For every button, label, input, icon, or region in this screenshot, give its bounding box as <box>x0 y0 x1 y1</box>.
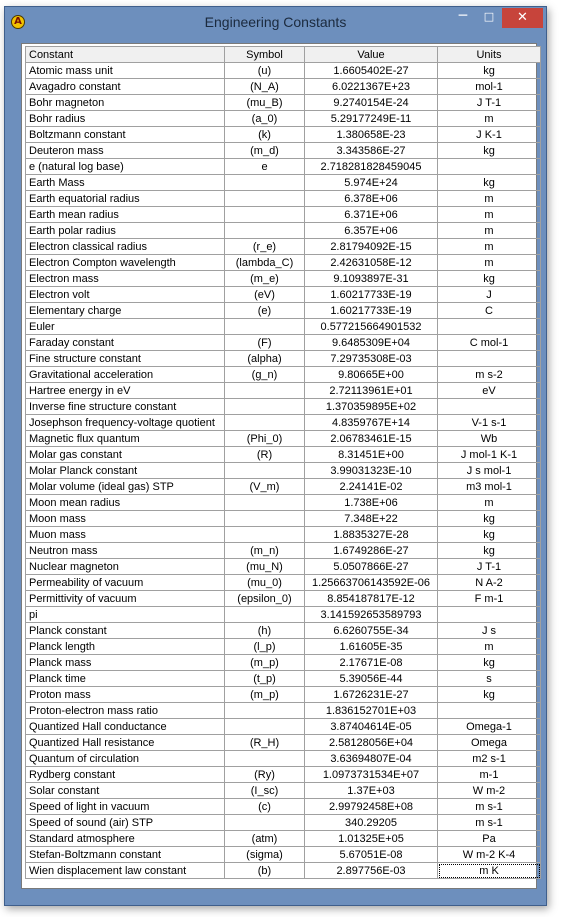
constant-symbol-cell[interactable]: (R) <box>225 447 305 463</box>
constant-value-cell[interactable]: 1.6605402E-27 <box>305 63 438 79</box>
constant-name-cell[interactable]: Molar gas constant <box>26 447 225 463</box>
table-row[interactable] <box>26 591 541 607</box>
table-row[interactable] <box>26 351 541 367</box>
constant-name-cell[interactable]: Electron classical radius <box>26 239 225 255</box>
constant-value-cell[interactable]: 9.80665E+00 <box>305 367 438 383</box>
constant-name-cell[interactable]: Neutron mass <box>26 543 225 559</box>
table-row[interactable] <box>26 799 541 815</box>
constant-name-cell[interactable]: Stefan-Boltzmann constant <box>26 847 225 863</box>
constant-units-cell[interactable]: J K-1 <box>438 127 541 143</box>
constant-name-cell[interactable]: Speed of sound (air) STP <box>26 815 225 831</box>
constant-value-cell[interactable]: 8.31451E+00 <box>305 447 438 463</box>
constant-units-cell[interactable] <box>438 159 541 175</box>
constant-symbol-cell[interactable]: (a_0) <box>225 111 305 127</box>
constant-name-cell[interactable]: Electron Compton wavelength <box>26 255 225 271</box>
constant-value-cell[interactable]: 3.63694807E-04 <box>305 751 438 767</box>
table-row[interactable] <box>26 383 541 399</box>
constant-value-cell[interactable]: 1.60217733E-19 <box>305 287 438 303</box>
constant-value-cell[interactable]: 1.8835327E-28 <box>305 527 438 543</box>
constant-name-cell[interactable]: Proton-electron mass ratio <box>26 703 225 719</box>
table-row[interactable] <box>26 463 541 479</box>
table-row[interactable] <box>26 735 541 751</box>
table-row[interactable] <box>26 271 541 287</box>
constant-units-cell[interactable] <box>438 607 541 623</box>
constant-value-cell[interactable]: 8.854187817E-12 <box>305 591 438 607</box>
constant-units-cell[interactable]: m <box>438 191 541 207</box>
constant-name-cell[interactable]: Permeability of vacuum <box>26 575 225 591</box>
constant-value-cell[interactable]: 340.29205 <box>305 815 438 831</box>
column-header-symbol[interactable]: Symbol <box>225 47 305 63</box>
constant-name-cell[interactable]: Speed of light in vacuum <box>26 799 225 815</box>
table-row[interactable] <box>26 671 541 687</box>
table-row[interactable] <box>26 863 541 879</box>
constant-symbol-cell[interactable]: (I_sc) <box>225 783 305 799</box>
constant-name-cell[interactable]: Avagadro constant <box>26 79 225 95</box>
constant-name-cell[interactable]: Planck time <box>26 671 225 687</box>
constant-units-cell[interactable]: J s mol-1 <box>438 463 541 479</box>
constant-symbol-cell[interactable] <box>225 815 305 831</box>
constant-symbol-cell[interactable]: (Phi_0) <box>225 431 305 447</box>
table-row[interactable] <box>26 847 541 863</box>
constant-value-cell[interactable]: 1.836152701E+03 <box>305 703 438 719</box>
constant-name-cell[interactable]: Bohr magneton <box>26 95 225 111</box>
constant-value-cell[interactable]: 9.1093897E-31 <box>305 271 438 287</box>
table-row[interactable] <box>26 415 541 431</box>
constant-value-cell[interactable]: 1.60217733E-19 <box>305 303 438 319</box>
constant-value-cell[interactable]: 1.738E+06 <box>305 495 438 511</box>
constant-name-cell[interactable]: Solar constant <box>26 783 225 799</box>
constant-value-cell[interactable]: 1.370359895E+02 <box>305 399 438 415</box>
constant-value-cell[interactable]: 5.29177249E-11 <box>305 111 438 127</box>
constant-value-cell[interactable]: 9.2740154E-24 <box>305 95 438 111</box>
constant-units-cell[interactable]: kg <box>438 175 541 191</box>
constant-symbol-cell[interactable]: (V_m) <box>225 479 305 495</box>
constant-name-cell[interactable]: Atomic mass unit <box>26 63 225 79</box>
constant-symbol-cell[interactable] <box>225 207 305 223</box>
constant-symbol-cell[interactable]: (t_p) <box>225 671 305 687</box>
table-row[interactable] <box>26 783 541 799</box>
table-row[interactable] <box>26 239 541 255</box>
constant-units-cell[interactable]: kg <box>438 687 541 703</box>
window-title: Engineering Constants <box>204 14 347 30</box>
constant-symbol-cell[interactable]: (r_e) <box>225 239 305 255</box>
constant-units-cell[interactable]: kg <box>438 655 541 671</box>
constant-symbol-cell[interactable]: (m_p) <box>225 687 305 703</box>
title-bar[interactable] <box>5 7 546 37</box>
table-row[interactable] <box>26 831 541 847</box>
constant-units-cell[interactable]: J <box>438 287 541 303</box>
constant-symbol-cell[interactable]: (lambda_C) <box>225 255 305 271</box>
constant-units-cell[interactable]: m <box>438 255 541 271</box>
constant-units-cell[interactable]: kg <box>438 511 541 527</box>
constant-value-cell[interactable]: 1.380658E-23 <box>305 127 438 143</box>
table-row[interactable] <box>26 479 541 495</box>
constant-symbol-cell[interactable] <box>225 607 305 623</box>
constant-units-cell[interactable]: Omega-1 <box>438 719 541 735</box>
constant-value-cell[interactable]: 2.58128056E+04 <box>305 735 438 751</box>
constant-units-cell[interactable]: kg <box>438 143 541 159</box>
table-row[interactable] <box>26 607 541 623</box>
constant-value-cell[interactable]: 4.8359767E+14 <box>305 415 438 431</box>
constant-units-cell[interactable]: m s-1 <box>438 799 541 815</box>
constant-value-cell[interactable]: 5.974E+24 <box>305 175 438 191</box>
constant-name-cell[interactable]: Deuteron mass <box>26 143 225 159</box>
constant-units-cell[interactable]: m <box>438 111 541 127</box>
constant-symbol-cell[interactable]: (g_n) <box>225 367 305 383</box>
constant-symbol-cell[interactable]: (c) <box>225 799 305 815</box>
constant-units-cell[interactable]: J mol-1 K-1 <box>438 447 541 463</box>
table-row[interactable] <box>26 447 541 463</box>
constant-symbol-cell[interactable] <box>225 511 305 527</box>
table-row[interactable] <box>26 223 541 239</box>
constant-value-cell[interactable]: 6.378E+06 <box>305 191 438 207</box>
table-row[interactable] <box>26 159 541 175</box>
constant-units-cell[interactable]: m3 mol-1 <box>438 479 541 495</box>
constant-units-cell[interactable]: kg <box>438 543 541 559</box>
constant-value-cell[interactable]: 0.577215664901532 <box>305 319 438 335</box>
constant-value-cell[interactable]: 2.42631058E-12 <box>305 255 438 271</box>
table-row[interactable] <box>26 127 541 143</box>
table-row[interactable] <box>26 367 541 383</box>
constant-value-cell[interactable]: 6.357E+06 <box>305 223 438 239</box>
constant-value-cell[interactable]: 2.24141E-02 <box>305 479 438 495</box>
constant-value-cell[interactable]: 6.0221367E+23 <box>305 79 438 95</box>
constant-units-cell[interactable]: m <box>438 239 541 255</box>
constant-value-cell[interactable]: 3.99031323E-10 <box>305 463 438 479</box>
constant-name-cell[interactable]: Planck length <box>26 639 225 655</box>
constant-name-cell[interactable]: Quantum of circulation <box>26 751 225 767</box>
constant-symbol-cell[interactable]: (F) <box>225 335 305 351</box>
constant-symbol-cell[interactable]: (R_H) <box>225 735 305 751</box>
table-row[interactable] <box>26 255 541 271</box>
constant-value-cell[interactable]: 5.67051E-08 <box>305 847 438 863</box>
constant-units-cell[interactable]: s <box>438 671 541 687</box>
constant-name-cell[interactable]: Moon mean radius <box>26 495 225 511</box>
constant-name-cell[interactable]: Earth Mass <box>26 175 225 191</box>
constant-units-cell[interactable]: eV <box>438 383 541 399</box>
table-row[interactable] <box>26 111 541 127</box>
constant-symbol-cell[interactable] <box>225 319 305 335</box>
constant-symbol-cell[interactable]: (u) <box>225 63 305 79</box>
constant-symbol-cell[interactable]: (mu_N) <box>225 559 305 575</box>
constant-value-cell[interactable]: 3.87404614E-05 <box>305 719 438 735</box>
constant-name-cell[interactable]: Magnetic flux quantum <box>26 431 225 447</box>
constant-symbol-cell[interactable]: (m_p) <box>225 655 305 671</box>
constant-value-cell[interactable]: 1.61605E-35 <box>305 639 438 655</box>
constant-name-cell[interactable]: Josephson frequency-voltage quotient <box>26 415 225 431</box>
constant-value-cell[interactable]: 9.6485309E+04 <box>305 335 438 351</box>
table-row[interactable] <box>26 175 541 191</box>
constant-name-cell[interactable]: Proton mass <box>26 687 225 703</box>
constant-name-cell[interactable]: Molar volume (ideal gas) STP <box>26 479 225 495</box>
table-row[interactable] <box>26 623 541 639</box>
constant-units-cell[interactable]: J T-1 <box>438 95 541 111</box>
constant-symbol-cell[interactable]: (e) <box>225 303 305 319</box>
constant-units-cell[interactable] <box>438 399 541 415</box>
constant-symbol-cell[interactable]: (N_A) <box>225 79 305 95</box>
table-row[interactable] <box>26 79 541 95</box>
constant-value-cell[interactable]: 5.39056E-44 <box>305 671 438 687</box>
table-row[interactable] <box>26 143 541 159</box>
constant-symbol-cell[interactable] <box>225 415 305 431</box>
constants-panel <box>21 43 537 889</box>
app-window <box>4 6 547 906</box>
constant-units-cell[interactable]: N A-2 <box>438 575 541 591</box>
constant-symbol-cell[interactable] <box>225 703 305 719</box>
constant-value-cell[interactable]: 2.17671E-08 <box>305 655 438 671</box>
constant-name-cell[interactable]: Planck mass <box>26 655 225 671</box>
constant-symbol-cell[interactable] <box>225 495 305 511</box>
constant-symbol-cell[interactable] <box>225 175 305 191</box>
constant-symbol-cell[interactable] <box>225 527 305 543</box>
column-header-value[interactable]: Value <box>305 47 438 63</box>
constant-units-cell[interactable]: W m-2 K-4 <box>438 847 541 863</box>
constant-name-cell[interactable]: Boltzmann constant <box>26 127 225 143</box>
constant-value-cell[interactable]: 1.0973731534E+07 <box>305 767 438 783</box>
constant-name-cell[interactable]: Electron mass <box>26 271 225 287</box>
table-row[interactable] <box>26 687 541 703</box>
minimize-button[interactable]: ─ <box>458 8 468 24</box>
table-header-row <box>26 47 541 63</box>
constant-name-cell[interactable]: Wien displacement law constant <box>26 863 225 879</box>
table-row[interactable] <box>26 751 541 767</box>
constant-units-cell[interactable]: m2 s-1 <box>438 751 541 767</box>
constant-symbol-cell[interactable]: (alpha) <box>225 351 305 367</box>
constant-name-cell[interactable]: Planck constant <box>26 623 225 639</box>
table-row[interactable] <box>26 399 541 415</box>
constant-symbol-cell[interactable]: e <box>225 159 305 175</box>
constant-name-cell[interactable]: e (natural log base) <box>26 159 225 175</box>
constant-name-cell[interactable]: Bohr radius <box>26 111 225 127</box>
constant-symbol-cell[interactable]: (mu_0) <box>225 575 305 591</box>
constant-name-cell[interactable]: Gravitational acceleration <box>26 367 225 383</box>
table-row[interactable] <box>26 287 541 303</box>
constant-value-cell[interactable]: 2.718281828459045 <box>305 159 438 175</box>
constant-units-cell[interactable]: J T-1 <box>438 559 541 575</box>
constant-symbol-cell[interactable]: (m_n) <box>225 543 305 559</box>
constant-value-cell[interactable]: 1.6749286E-27 <box>305 543 438 559</box>
constant-value-cell[interactable]: 1.6726231E-27 <box>305 687 438 703</box>
constant-value-cell[interactable]: 6.371E+06 <box>305 207 438 223</box>
table-row[interactable] <box>26 767 541 783</box>
constant-units-cell[interactable]: Wb <box>438 431 541 447</box>
table-row[interactable] <box>26 575 541 591</box>
constant-name-cell[interactable]: Elementary charge <box>26 303 225 319</box>
constant-name-cell[interactable]: Molar Planck constant <box>26 463 225 479</box>
constant-name-cell[interactable]: Quantized Hall resistance <box>26 735 225 751</box>
constant-units-cell[interactable] <box>438 319 541 335</box>
constant-symbol-cell[interactable]: (mu_B) <box>225 95 305 111</box>
constant-name-cell[interactable]: Muon mass <box>26 527 225 543</box>
table-row[interactable] <box>26 207 541 223</box>
table-row[interactable] <box>26 63 541 79</box>
constant-units-cell[interactable]: m <box>438 207 541 223</box>
table-row[interactable] <box>26 543 541 559</box>
constant-symbol-cell[interactable]: (m_e) <box>225 271 305 287</box>
constant-symbol-cell[interactable] <box>225 223 305 239</box>
constant-units-cell[interactable]: J s <box>438 623 541 639</box>
constant-name-cell[interactable]: Nuclear magneton <box>26 559 225 575</box>
table-row[interactable] <box>26 815 541 831</box>
constant-units-cell[interactable]: C <box>438 303 541 319</box>
constant-symbol-cell[interactable] <box>225 719 305 735</box>
constant-name-cell[interactable]: Earth polar radius <box>26 223 225 239</box>
constant-name-cell[interactable]: Moon mass <box>26 511 225 527</box>
constant-value-cell[interactable]: 7.348E+22 <box>305 511 438 527</box>
constant-name-cell[interactable]: Hartree energy in eV <box>26 383 225 399</box>
constant-units-cell[interactable]: V-1 s-1 <box>438 415 541 431</box>
constant-units-cell[interactable]: W m-2 <box>438 783 541 799</box>
maximize-button[interactable]: □ <box>483 10 495 23</box>
table-row[interactable] <box>26 95 541 111</box>
constant-units-cell[interactable] <box>438 351 541 367</box>
constant-name-cell[interactable]: Rydberg constant <box>26 767 225 783</box>
table-row[interactable] <box>26 303 541 319</box>
table-row[interactable] <box>26 319 541 335</box>
constant-value-cell[interactable]: 1.37E+03 <box>305 783 438 799</box>
constant-units-cell[interactable] <box>438 703 541 719</box>
constant-value-cell[interactable]: 2.81794092E-15 <box>305 239 438 255</box>
constant-symbol-cell[interactable] <box>225 463 305 479</box>
constant-symbol-cell[interactable]: (epsilon_0) <box>225 591 305 607</box>
constant-value-cell[interactable]: 6.6260755E-34 <box>305 623 438 639</box>
constant-units-cell[interactable]: m K <box>438 863 541 879</box>
constant-units-cell[interactable]: Pa <box>438 831 541 847</box>
constant-value-cell[interactable]: 2.897756E-03 <box>305 863 438 879</box>
table-row[interactable] <box>26 335 541 351</box>
constant-name-cell[interactable]: Permittivity of vacuum <box>26 591 225 607</box>
constant-symbol-cell[interactable]: (eV) <box>225 287 305 303</box>
constant-symbol-cell[interactable]: (h) <box>225 623 305 639</box>
constant-symbol-cell[interactable] <box>225 751 305 767</box>
constants-table <box>25 46 541 879</box>
constant-units-cell[interactable]: C mol-1 <box>438 335 541 351</box>
constant-name-cell[interactable]: Fine structure constant <box>26 351 225 367</box>
constant-value-cell[interactable]: 3.141592653589793 <box>305 607 438 623</box>
constant-name-cell[interactable]: Standard atmosphere <box>26 831 225 847</box>
constant-name-cell[interactable]: Quantized Hall conductance <box>26 719 225 735</box>
table-row[interactable] <box>26 559 541 575</box>
constant-units-cell[interactable]: m s-1 <box>438 815 541 831</box>
constant-units-cell[interactable]: m <box>438 223 541 239</box>
constant-name-cell[interactable]: Inverse fine structure constant <box>26 399 225 415</box>
constant-value-cell[interactable]: 2.99792458E+08 <box>305 799 438 815</box>
constant-name-cell[interactable]: Earth mean radius <box>26 207 225 223</box>
constant-symbol-cell[interactable]: (l_p) <box>225 639 305 655</box>
constant-value-cell[interactable]: 3.343586E-27 <box>305 143 438 159</box>
constant-units-cell[interactable]: F m-1 <box>438 591 541 607</box>
constant-symbol-cell[interactable] <box>225 383 305 399</box>
constant-units-cell[interactable]: Omega <box>438 735 541 751</box>
table-row[interactable] <box>26 639 541 655</box>
table-row[interactable] <box>26 655 541 671</box>
constant-symbol-cell[interactable]: (sigma) <box>225 847 305 863</box>
constant-units-cell[interactable]: kg <box>438 527 541 543</box>
constant-value-cell[interactable]: 5.0507866E-27 <box>305 559 438 575</box>
column-header-units[interactable]: Units <box>438 47 541 63</box>
constant-value-cell[interactable]: 2.72113961E+01 <box>305 383 438 399</box>
constant-units-cell[interactable]: m s-2 <box>438 367 541 383</box>
constant-units-cell[interactable]: m <box>438 639 541 655</box>
constant-name-cell[interactable]: Euler <box>26 319 225 335</box>
constant-symbol-cell[interactable]: (k) <box>225 127 305 143</box>
constant-units-cell[interactable]: m <box>438 495 541 511</box>
constant-name-cell[interactable]: pi <box>26 607 225 623</box>
constant-symbol-cell[interactable]: (m_d) <box>225 143 305 159</box>
constant-symbol-cell[interactable]: (b) <box>225 863 305 879</box>
constant-value-cell[interactable]: 2.06783461E-15 <box>305 431 438 447</box>
table-row[interactable] <box>26 431 541 447</box>
table-row[interactable] <box>26 703 541 719</box>
constant-units-cell[interactable]: kg <box>438 63 541 79</box>
table-row[interactable] <box>26 511 541 527</box>
constant-symbol-cell[interactable] <box>225 399 305 415</box>
constant-units-cell[interactable]: kg <box>438 271 541 287</box>
column-header-constant[interactable]: Constant <box>26 47 225 63</box>
constant-units-cell[interactable]: mol-1 <box>438 79 541 95</box>
constant-name-cell[interactable]: Electron volt <box>26 287 225 303</box>
constant-name-cell[interactable]: Earth equatorial radius <box>26 191 225 207</box>
constant-value-cell[interactable]: 1.01325E+05 <box>305 831 438 847</box>
constant-value-cell[interactable]: 1.25663706143592E-06 <box>305 575 438 591</box>
table-row[interactable] <box>26 495 541 511</box>
constant-symbol-cell[interactable]: (atm) <box>225 831 305 847</box>
close-button[interactable]: ✕ <box>502 8 543 28</box>
table-row[interactable] <box>26 527 541 543</box>
table-row[interactable] <box>26 719 541 735</box>
constant-symbol-cell[interactable]: (Ry) <box>225 767 305 783</box>
app-icon[interactable]: A <box>11 15 25 29</box>
constant-symbol-cell[interactable] <box>225 191 305 207</box>
table-row[interactable] <box>26 191 541 207</box>
constant-name-cell[interactable]: Faraday constant <box>26 335 225 351</box>
constant-value-cell[interactable]: 7.29735308E-03 <box>305 351 438 367</box>
constant-units-cell[interactable]: m-1 <box>438 767 541 783</box>
